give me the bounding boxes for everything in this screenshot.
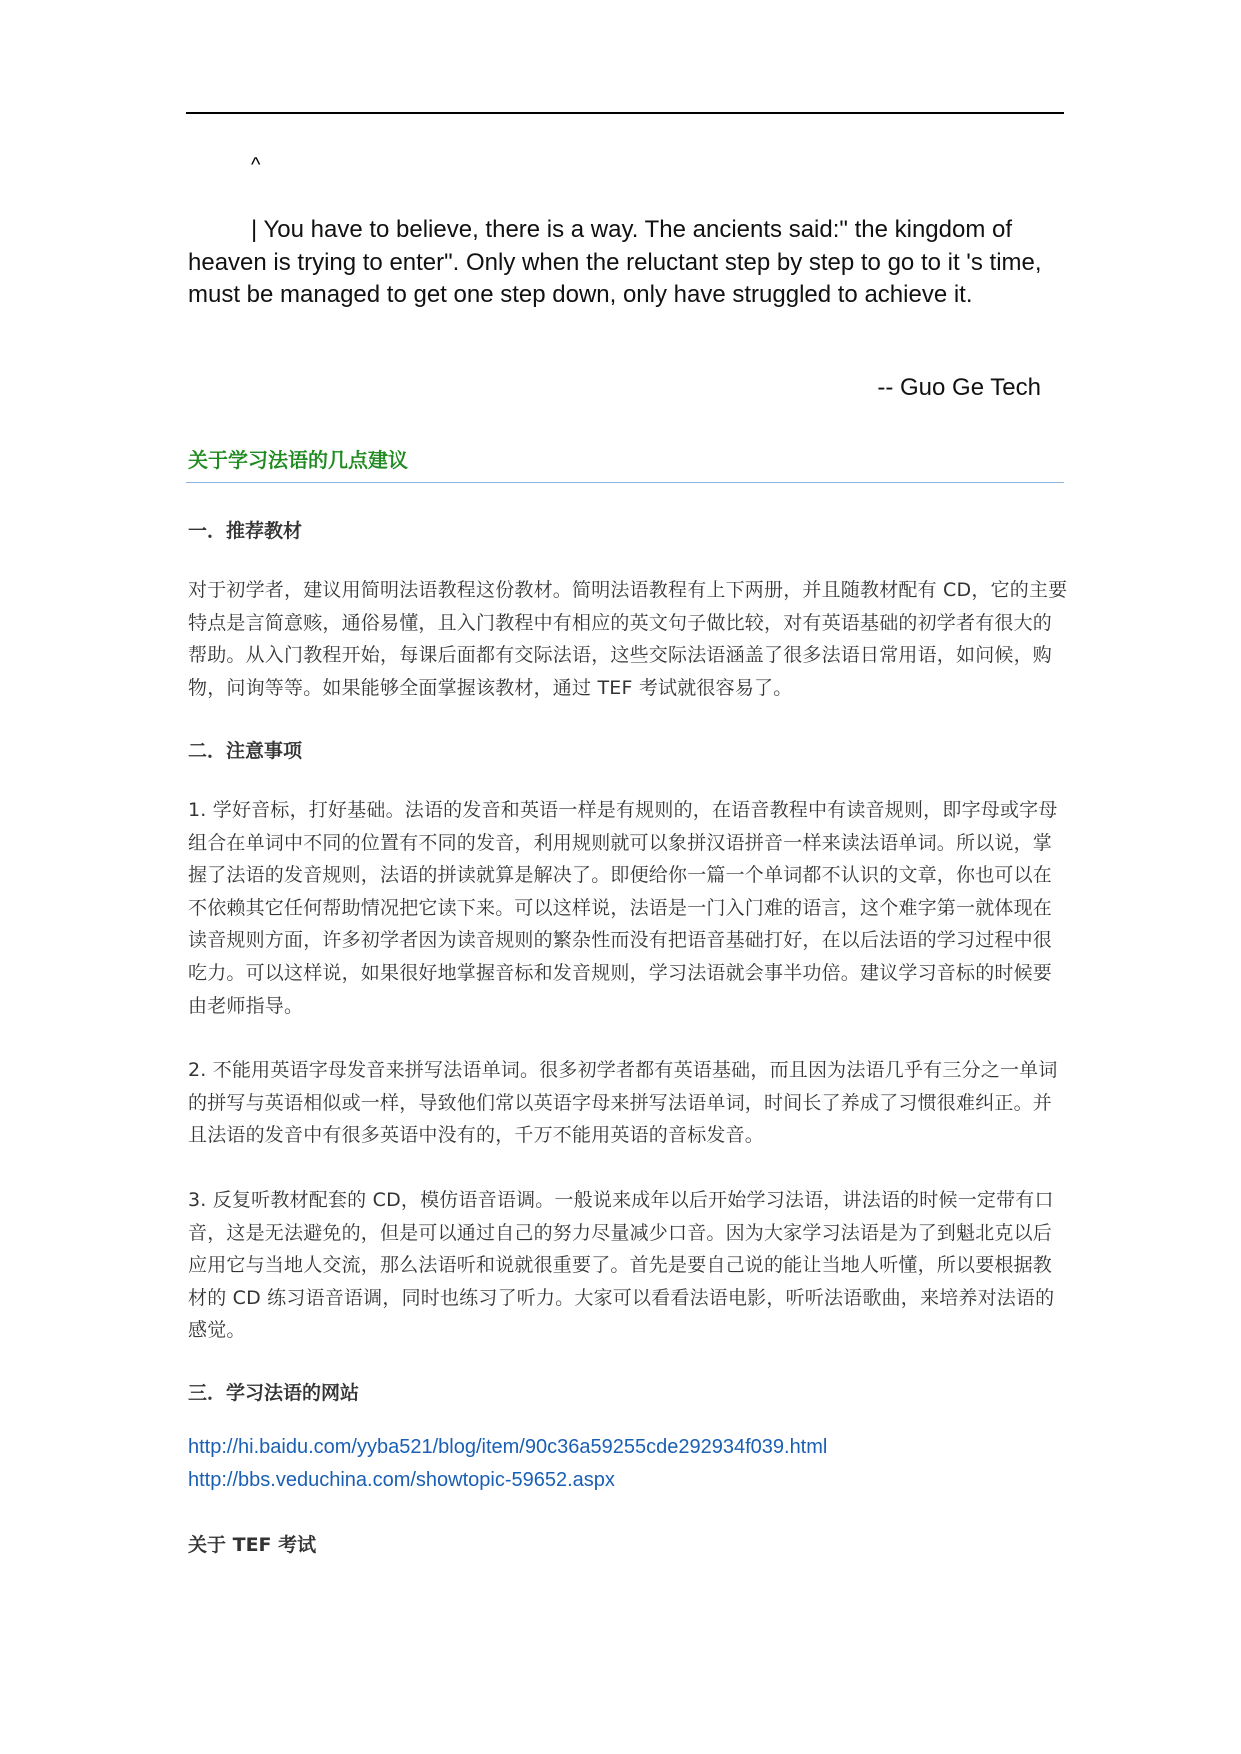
heading-websites: 三．学习法语的网站 xyxy=(188,1382,360,1404)
top-divider xyxy=(186,112,1064,114)
heading-textbook: 一．推荐教材 xyxy=(188,520,303,542)
heading-tef: 关于 TEF 考试 xyxy=(188,1534,317,1556)
paragraph-note-2: 2. 不能用英语字母发音来拼写法语单词。很多初学者都有英语基础，而且因为法语几乎有三分之一单词的拼写与英语相似或一样，导致他们常以英语字母来拼写法语单词，时间长了养成了习惯很难纠正。并且法语的发音中有很多英语中没有的，千万不能用英语的音标发音。 xyxy=(188,1059,1058,1147)
quote-signature: -- Guo Ge Tech xyxy=(877,374,1041,401)
quote-text: | You have to believe, there is a way. The ancients said:" the kingdom of heaven is trying to enter". Only when the reluctant step by step to go to it 's time, must be managed to get one step down, only have struggled to achieve it. xyxy=(188,216,1042,308)
caret-mark: ^ xyxy=(251,154,261,176)
paragraph-textbook: 对于初学者，建议用简明法语教程这份教材。简明法语教程有上下两册，并且随教材配有 CD，它的主要特点是言简意赅，通俗易懂，且入门教程中有相应的英文句子做比较，对有英语基础的初学者有很大的帮助。从入门教程开始，每课后面都有交际法语，这些交际法语涵盖了很多法语日常用语，如问候，购物，问询等等。如果能够全面掌握该教材，通过 TEF 考试就很容易了。 xyxy=(188,579,1068,699)
section-title-underline xyxy=(186,482,1064,483)
link-baidu-blog[interactable]: http://hi.baidu.com/yyba521/blog/item/90c36a59255cde292934f039.html xyxy=(188,1436,828,1458)
heading-notes: 二．注意事项 xyxy=(188,740,303,762)
paragraph-note-1: 1. 学好音标，打好基础。法语的发音和英语一样是有规则的，在语音教程中有读音规则，即字母或字母组合在单词中不同的位置有不同的发音，利用规则就可以象拼汉语拼音一样来读法语单词。所以说，掌握了法语的发音规则，法语的拼读就算是解决了。即便给你一篇一个单词都不认识的文章，你也可以在不依赖其它任何帮助情况把它读下来。可以这样说，法语是一门入门难的语言，这个难字第一就体现在读音规则方面，许多初学者因为读音规则的繁杂性而没有把语音基础打好，在以后法语的学习过程中很吃力。可以这样说，如果很好地掌握音标和发音规则，学习法语就会事半功倍。建议学习音标的时候要由老师指导。 xyxy=(188,799,1058,1017)
paragraph-note-3: 3. 反复听教材配套的 CD，模仿语音语调。一般说来成年以后开始学习法语，讲法语的时候一定带有口音，这是无法避免的，但是可以通过自己的努力尽量减少口音。因为大家学习法语是为了到魁北克以后应用它与当地人交流，那么法语听和说就很重要了。首先是要自己说的能让当地人听懂，所以要根据教材的 CD 练习语音语调，同时也练习了听力。大家可以看看法语电影，听听法语歌曲，来培养对法语的感觉。 xyxy=(188,1189,1055,1342)
link-veduchina-forum[interactable]: http://bbs.veduchina.com/showtopic-59652.aspx xyxy=(188,1469,615,1491)
section-title: 关于学习法语的几点建议 xyxy=(188,448,408,472)
